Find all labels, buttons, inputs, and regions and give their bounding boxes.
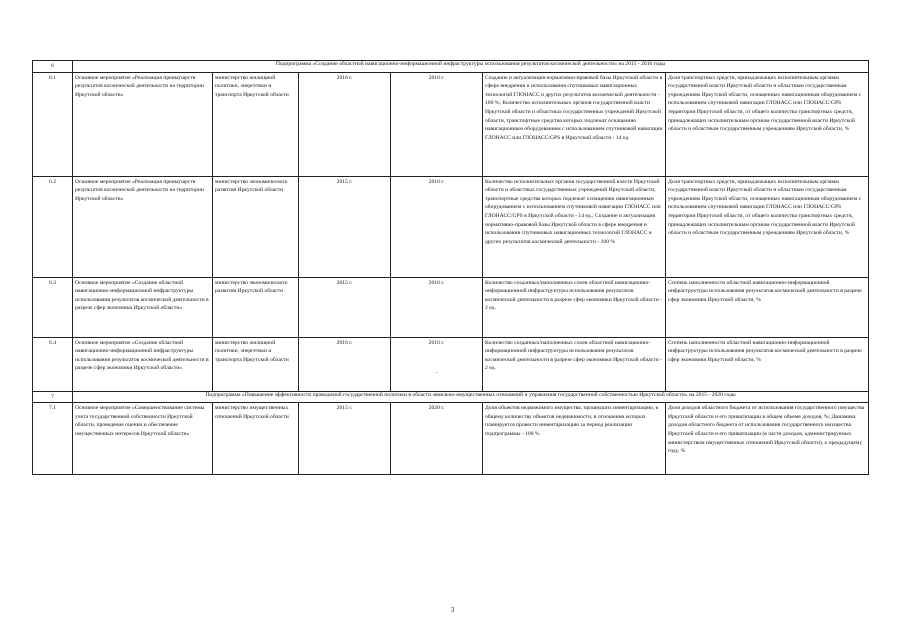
relation-cell: Доля транспортных средств, принадлежащих исполнительным органам государственной власти Иркутской области и областным государственным учреждениям Иркутской области, оснащенных навигационным оборудованием с использованием спутниковой навигации ГЛОНАСС или ГЛОНАСС/GPS территории Иркутской области, от общего количества транспортных средств, принадлежащих исполнительным органам государственной власти Иркутской области и областным государственным учреждениям Иркутской области, % (666, 176, 869, 277)
program-events-table (32, 60, 869, 475)
section-number: 6 (33, 61, 73, 73)
executor-cell: министерство жилищной политики, энергетики и транспорта Иркутской области (213, 72, 299, 176)
executor-cell: министерство имущественных отношений Иркутской области (213, 403, 299, 475)
indicator-cell: Количество созданных/наполненных слоев областной навигационно-информационной инфраструктуры использования результатов космической деятельности в разрезе сфер экономики Иркутской области - 2 ед. (483, 337, 666, 391)
row-number: 6.3 (33, 277, 73, 337)
executor-cell: министерство экономического развития Иркутской области (213, 176, 299, 277)
row-number: 6.2 (33, 176, 73, 277)
relation-cell: Степень наполненности областной навигационно-информационной инфраструктуры использования результатов космической деятельности в разрезе сфер экономики Иркутской области, % (666, 277, 869, 337)
end-year-cell: 2020 г. (391, 403, 483, 475)
start-year-cell: 2015 г. (299, 176, 391, 277)
end-year-cell (391, 337, 483, 391)
table-row (33, 337, 869, 391)
event-cell: Основное мероприятие «Создание областной навигационно-информационной инфраструктуры использования результатов космической деятельности в разрезе сфер экономики Иркутской области» (73, 277, 213, 337)
end-year-value: 2016 г. (428, 339, 445, 346)
section-title: Подпрограмма «Повышение эффективности проводимой государственной политики в области земельно-имущественных отношений и управления государственной собственностью Иркутской области» на 2015 - 2020 годы (73, 391, 869, 403)
end-year-cell: 2016 г. (391, 277, 483, 337)
indicator-cell: Количество исполнительных органов государственной власти Иркутской области и областных государственных учреждений Иркутской области, транспортные средства которых подлежат оснащению навигационным оборудованием с использованием спутниковой навигации ГЛОНАСС или ГЛОНАСС/GPS в Иркутской области - 14 ед.; Создание и актуализация нормативно-правовой базы Иркутской области в сфере внедрения и использования спутниковых навигационных технологий ГЛОНАСС и других результатов космической деятельности - 100 % (483, 176, 666, 277)
table-row (33, 176, 869, 277)
row-number: 6.4 (33, 337, 73, 391)
indicator-cell: Создание и актуализация нормативно-правовой базы Иркутской области в сфере внедрения и использования спутниковых навигационных технологий ГЛОНАСС и других результатов космической деятельности - 100 %; Количество исполнительных органов государственной власти Иркутской области и областных государственных учреждений Иркутской области, транспортные средства которых подлежат оснащению навигационным оборудованием с использованием спутниковой навигации ГЛОНАСС или ГЛОНАСС/GPS в Иркутской области - 14 ед. (483, 72, 666, 176)
start-year-cell: 2015 г. (299, 403, 391, 475)
start-year-cell: 2015 г. (299, 277, 391, 337)
event-cell: Основное мероприятие «Реализация преимуществ результатов космической деятельности на территории Иркутской области» (73, 72, 213, 176)
indicator-cell: Доля объектов недвижимого имущества, прошедших инвентаризацию, к общему количеству объектов недвижимости, в отношении которых планируется провести инвентаризацию за период реализации подпрограммы - 100 % (483, 403, 666, 475)
indicator-cell: Количество созданных/наполненных слоев областной навигационно-информационной инфраструктуры использования результатов космической деятельности в разрезе сфер экономики Иркутской области - 2 ед. (483, 277, 666, 337)
page-number: 3 (450, 606, 455, 614)
end-year-cell: 2016 г. (391, 72, 483, 176)
executor-cell: министерство экономического развития Иркутской области (213, 277, 299, 337)
dash-mark: - (435, 370, 438, 377)
row-number: 6.1 (33, 72, 73, 176)
end-year-cell: 2016 г. (391, 176, 483, 277)
executor-cell: министерство жилищной политики, энергетики и транспорта Иркутской области (213, 337, 299, 391)
start-year-cell: 2016 г. (299, 72, 391, 176)
relation-cell: Доля доходов областного бюджета от использования государственного имущества Иркутской области и его приватизации в общем объеме доходов, %; Динамика доходов областного бюджета от использования государственного имущества Иркутской области и его приватизации (в части доходов, администрируемых министерством имущественных отношений Иркутской области), к предыдущему году, % (666, 403, 869, 475)
row-number: 7.1 (33, 403, 73, 475)
table-row (33, 72, 869, 176)
relation-cell: Доля транспортных средств, принадлежащих исполнительным органам государственной власти Иркутской области и областным государственным учреждениям Иркутской области, оснащенных навигационным оборудованием с использованием спутниковой навигации ГЛОНАСС или ГЛОНАСС/GPS территории Иркутской области, от общего количества транспортных средств, принадлежащих исполнительным органам государственной власти Иркутской области и областным государственным учреждениям Иркутской области, % (666, 72, 869, 176)
relation-cell: Степень наполненности областной навигационно-информационной инфраструктуры использования результатов космической деятельности в разрезе сфер экономики Иркутской области, % (666, 337, 869, 391)
event-cell: Основное мероприятие «Реализация преимуществ результатов космической деятельности на территории Иркутской области» (73, 176, 213, 277)
event-cell: Основное мероприятие «Создание областной навигационно-информационной инфраструктуры использования результатов космической деятельности в разрезе сфер экономики Иркутской области» (73, 337, 213, 391)
section-row-6 (33, 61, 869, 73)
event-cell: Основное мероприятие «Совершенствование системы учета государственной собственности Иркутской области, проведение оценки и обеспечение имущественных интересов Иркутской области» (73, 403, 213, 475)
section-row-7 (33, 391, 869, 403)
program-table-page (32, 60, 868, 475)
start-year-cell: 2016 г. (299, 337, 391, 391)
table-row (33, 403, 869, 475)
section-number: 7 (33, 391, 73, 403)
table-row (33, 277, 869, 337)
section-title: Подпрограмма «Создание областной навигационно-информационной инфраструктуры использования результатов космической деятельности» на 2015 - 2016 годы (73, 61, 869, 73)
